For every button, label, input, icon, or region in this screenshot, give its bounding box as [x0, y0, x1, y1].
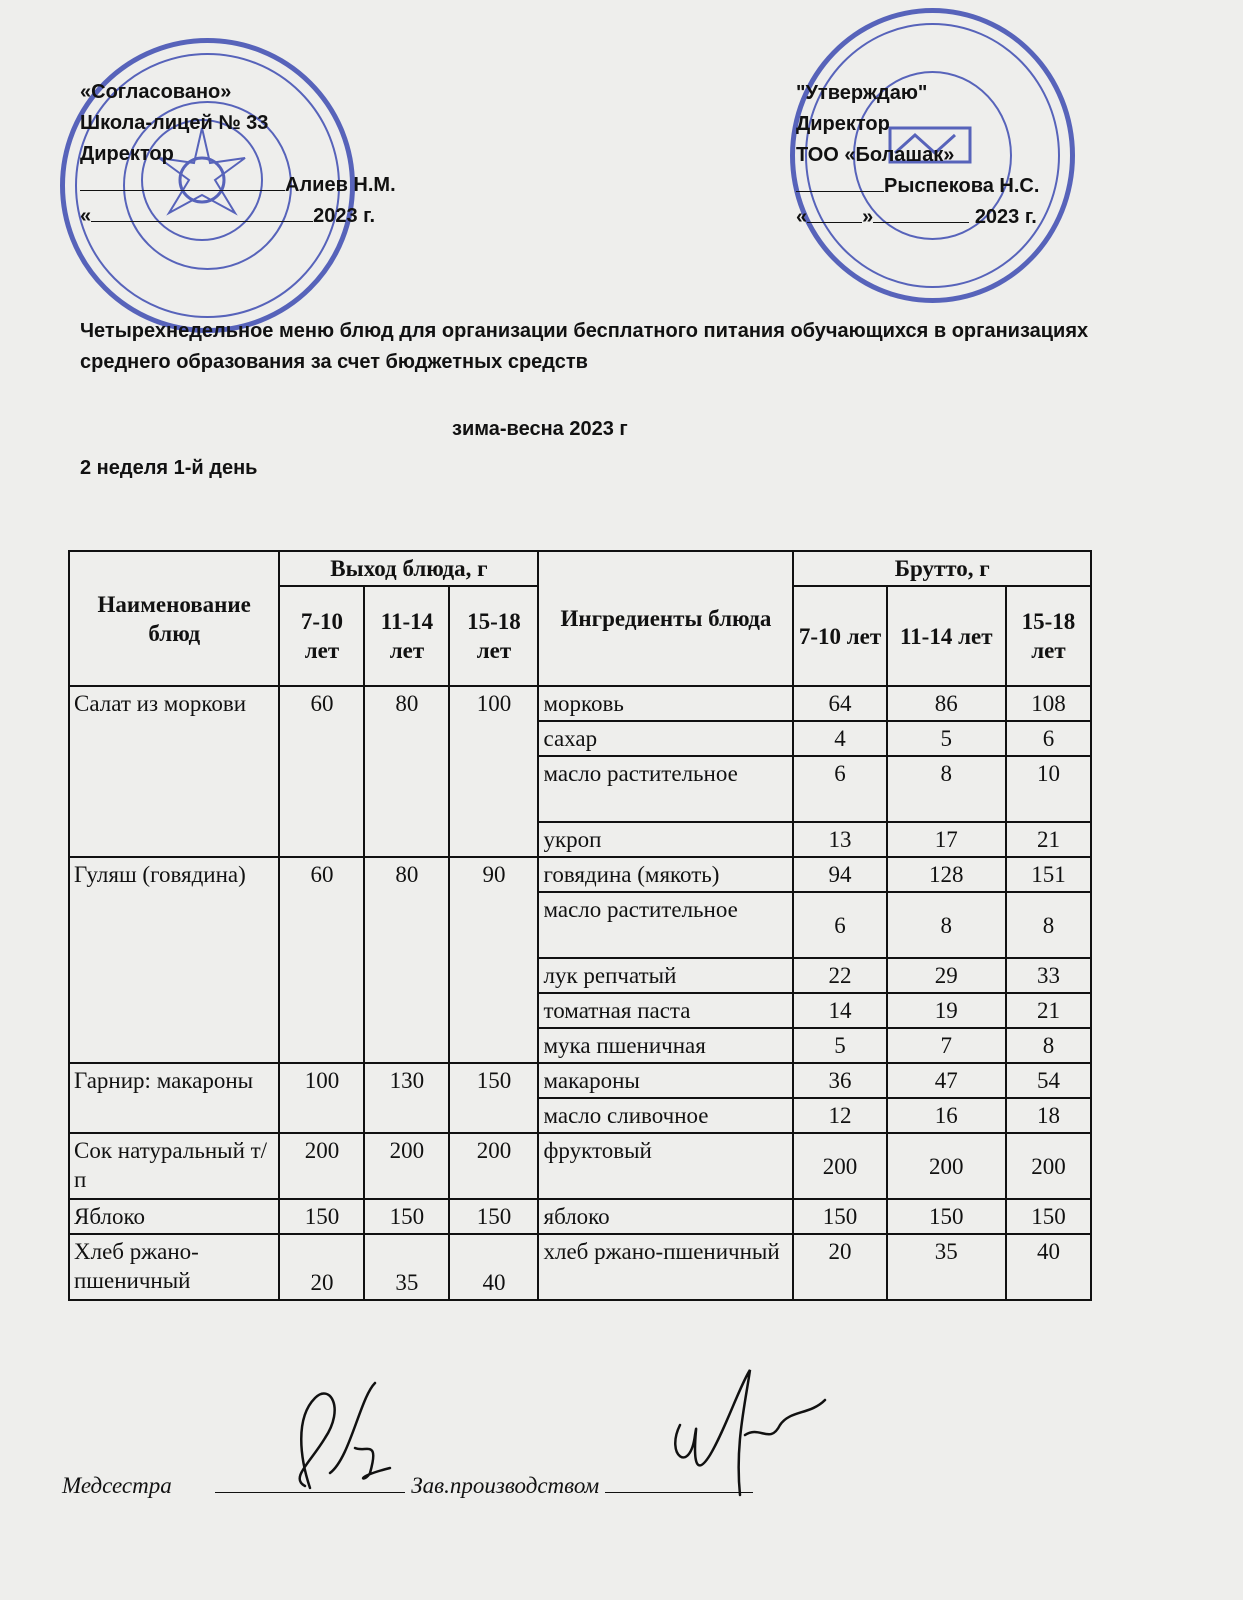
- production-head-signature: [650, 1365, 830, 1505]
- dish-yield-15-18: 200: [449, 1133, 538, 1199]
- brutto-15-18: 150: [1006, 1199, 1091, 1234]
- production-head-label: Зав.производством: [411, 1473, 600, 1498]
- brutto-15-18: 21: [1006, 822, 1091, 857]
- dish-yield-15-18: 150: [449, 1063, 538, 1133]
- dish-yield-11-14: 80: [364, 857, 449, 1063]
- header-brutto-age-15-18: 15-18 лет: [1006, 586, 1091, 686]
- brutto-7-10: 150: [793, 1199, 886, 1234]
- table-row: [69, 1234, 1091, 1300]
- nurse-label: Медсестра: [62, 1473, 172, 1498]
- menu-table: [68, 550, 1092, 1301]
- approved-label: "Утверждаю": [796, 82, 928, 104]
- school-director-name: Алиев Н.М.: [285, 174, 396, 196]
- brutto-11-14: 16: [887, 1098, 1006, 1133]
- brutto-11-14: 8: [887, 892, 1006, 958]
- approval-confirmed-block: [796, 78, 1039, 233]
- dish-name: Хлеб ржано-пшеничный: [69, 1234, 279, 1300]
- brutto-11-14: 5: [887, 721, 1006, 756]
- brutto-15-18: 33: [1006, 958, 1091, 993]
- brutto-7-10: 64: [793, 686, 886, 721]
- dish-name: Гарнир: макароны: [69, 1063, 279, 1133]
- brutto-11-14: 7: [887, 1028, 1006, 1063]
- brutto-15-18: 200: [1006, 1133, 1091, 1199]
- table-row: [69, 1063, 1091, 1098]
- brutto-7-10: 4: [793, 721, 886, 756]
- brutto-7-10: 22: [793, 958, 886, 993]
- dish-yield-7-10: 60: [279, 686, 364, 857]
- brutto-11-14: 200: [887, 1133, 1006, 1199]
- ingredient-name: масло сливочное: [538, 1098, 793, 1133]
- brutto-11-14: 29: [887, 958, 1006, 993]
- brutto-11-14: 150: [887, 1199, 1006, 1234]
- header-yield-age-15-18: 15-18 лет: [449, 586, 538, 686]
- brutto-15-18: 151: [1006, 857, 1091, 892]
- table-row: [69, 857, 1091, 892]
- dish-yield-11-14: 150: [364, 1199, 449, 1234]
- table-row: [69, 1199, 1091, 1234]
- table-row: [69, 1133, 1091, 1199]
- company-director-name: Рыспекова Н.С.: [884, 175, 1040, 197]
- brutto-7-10: 13: [793, 822, 886, 857]
- brutto-15-18: 40: [1006, 1234, 1091, 1300]
- ingredient-name: макароны: [538, 1063, 793, 1098]
- ingredient-name: томатная паста: [538, 993, 793, 1028]
- header-yield-age-11-14: 11-14 лет: [364, 586, 449, 686]
- season-label: зима-весна 2023 г: [452, 418, 628, 440]
- week-day-label: 2 неделя 1-й день: [80, 457, 258, 479]
- brutto-7-10: 6: [793, 892, 886, 958]
- header-brutto: Брутто, г: [793, 551, 1091, 586]
- header-yield-age-7-10: 7-10 лет: [279, 586, 364, 686]
- dish-yield-7-10: 60: [279, 857, 364, 1063]
- company-approval-date: « » 2023 г.: [796, 202, 1039, 233]
- brutto-15-18: 6: [1006, 721, 1091, 756]
- brutto-15-18: 8: [1006, 1028, 1091, 1063]
- brutto-15-18: 21: [1006, 993, 1091, 1028]
- ingredient-name: хлеб ржано-пшеничный: [538, 1234, 793, 1300]
- brutto-11-14: 47: [887, 1063, 1006, 1098]
- brutto-15-18: 8: [1006, 892, 1091, 958]
- agreed-label: «Согласовано»: [80, 81, 232, 103]
- company-approval-year: 2023 г.: [974, 206, 1037, 228]
- dish-yield-7-10: 100: [279, 1063, 364, 1133]
- dish-yield-7-10: 150: [279, 1199, 364, 1234]
- brutto-11-14: 19: [887, 993, 1006, 1028]
- brutto-11-14: 86: [887, 686, 1006, 721]
- dish-name: Яблоко: [69, 1199, 279, 1234]
- ingredient-name: мука пшеничная: [538, 1028, 793, 1063]
- ingredient-name: масло растительное: [538, 892, 793, 958]
- brutto-15-18: 10: [1006, 756, 1091, 822]
- dish-yield-15-18: 150: [449, 1199, 538, 1234]
- brutto-11-14: 35: [887, 1234, 1006, 1300]
- ingredient-name: лук репчатый: [538, 958, 793, 993]
- approval-agreed-block: [80, 77, 396, 232]
- dish-yield-11-14: 130: [364, 1063, 449, 1133]
- dish-name: Сок натуральный т/п: [69, 1133, 279, 1199]
- dish-yield-7-10: 20: [279, 1234, 364, 1300]
- brutto-11-14: 8: [887, 756, 1006, 822]
- ingredient-name: фруктовый: [538, 1133, 793, 1199]
- brutto-15-18: 18: [1006, 1098, 1091, 1133]
- school-approval-year: 2023 г.: [313, 205, 376, 227]
- brutto-15-18: 108: [1006, 686, 1091, 721]
- ingredient-name: говядина (мякоть): [538, 857, 793, 892]
- brutto-7-10: 36: [793, 1063, 886, 1098]
- brutto-7-10: 20: [793, 1234, 886, 1300]
- brutto-15-18: 54: [1006, 1063, 1091, 1098]
- header-brutto-age-11-14: 11-14 лет: [887, 586, 1006, 686]
- ingredient-name: укроп: [538, 822, 793, 857]
- company-director-label: Директор: [796, 113, 890, 135]
- ingredient-name: масло растительное: [538, 756, 793, 822]
- brutto-7-10: 14: [793, 993, 886, 1028]
- ingredient-name: морковь: [538, 686, 793, 721]
- header-ingredients: Ингредиенты блюда: [538, 551, 793, 686]
- dish-yield-11-14: 80: [364, 686, 449, 857]
- dish-name: Гуляш (говядина): [69, 857, 279, 1063]
- school-director-label: Директор: [80, 143, 174, 165]
- company-director-signature-line: [796, 171, 1039, 202]
- header-dish-name: Наименование блюд: [69, 551, 279, 686]
- header-brutto-age-7-10: 7-10 лет: [793, 586, 886, 686]
- brutto-7-10: 5: [793, 1028, 886, 1063]
- dish-yield-15-18: 40: [449, 1234, 538, 1300]
- brutto-7-10: 12: [793, 1098, 886, 1133]
- brutto-11-14: 128: [887, 857, 1006, 892]
- dish-yield-11-14: 35: [364, 1234, 449, 1300]
- ingredient-name: яблоко: [538, 1199, 793, 1234]
- dish-yield-11-14: 200: [364, 1133, 449, 1199]
- brutto-7-10: 94: [793, 857, 886, 892]
- brutto-7-10: 200: [793, 1133, 886, 1199]
- school-director-signature-line: [80, 170, 396, 201]
- company-name: ТОО «Болашак»: [796, 144, 955, 166]
- dish-yield-15-18: 90: [449, 857, 538, 1063]
- header-dish-yield: Выход блюда, г: [279, 551, 538, 586]
- dish-yield-7-10: 200: [279, 1133, 364, 1199]
- school-approval-date: « 2023 г.: [80, 201, 396, 232]
- school-name: Школа-лицей № 33: [80, 112, 269, 134]
- ingredient-name: сахар: [538, 721, 793, 756]
- dish-yield-15-18: 100: [449, 686, 538, 857]
- brutto-11-14: 17: [887, 822, 1006, 857]
- brutto-7-10: 6: [793, 756, 886, 822]
- document-title: Четырехнедельное меню блюд для организации бесплатного питания обучающихся в организациях среднего образования за счет бюджетных средств: [80, 320, 1089, 373]
- table-row: [69, 686, 1091, 721]
- dish-name: Салат из моркови: [69, 686, 279, 857]
- nurse-signature: [270, 1378, 400, 1498]
